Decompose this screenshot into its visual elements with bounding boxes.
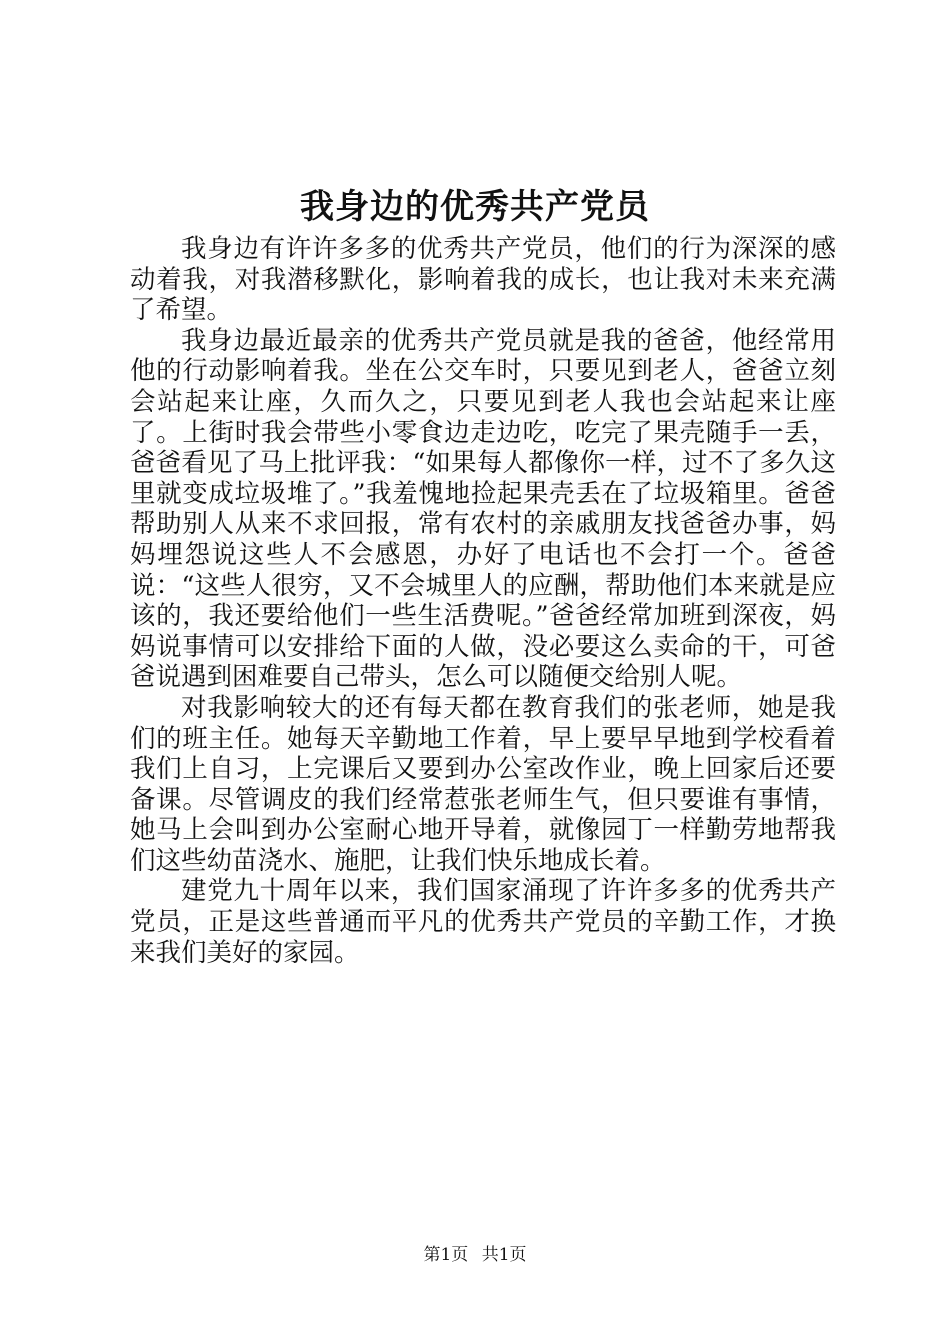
paragraph-intro: 我身边有许许多多的优秀共产党员，他们的行为深深的感动着我，对我潜移默化，影响着我的成长，也让我对未来充满了希望。 [130, 234, 836, 326]
document-body [130, 234, 836, 968]
page-number: 第1页 [423, 1245, 469, 1265]
page-total: 共1页 [481, 1245, 527, 1265]
page-footer [0, 1244, 950, 1266]
paragraph-father: 我身边最近最亲的优秀共产党员就是我的爸爸，他经常用他的行动影响着我。坐在公交车时，只要见到老人，爸爸立刻会站起来让座，久而久之，只要见到老人我也会站起来让座了。上街时我会带些小零食边走边吃，吃完了果壳随手一丢，爸爸看见了马上批评我：“如果每人都像你一样，过不了多久这里就变成垃圾堆了。”我羞愧地捡起果壳丢在了垃圾箱里。爸爸帮助别人从来不求回报，常有农村的亲戚朋友找爸爸办事，妈妈埋怨说这些人不会感恩，办好了电话也不会打一个。爸爸说：“这些人很穷，又不会城里人的应酬，帮助他们本来就是应该的，我还要给他们一些生活费呢。”爸爸经常加班到深夜，妈妈说事情可以安排给下面的人做，没必要这么卖命的干，可爸爸说遇到困难要自己带头，怎么可以随便交给别人呢。 [130, 325, 836, 693]
page-title: 我身边的优秀共产党员 [300, 187, 650, 227]
paragraph-conclusion: 建党九十周年以来，我们国家涌现了许许多多的优秀共产党员，正是这些普通而平凡的优秀共产党员的辛勤工作，才换来我们美好的家园。 [130, 876, 836, 968]
paragraph-teacher: 对我影响较大的还有每天都在教育我们的张老师，她是我们的班主任。她每天辛勤地工作着，早上要早早地到学校看着我们上自习，上完课后又要到办公室改作业，晚上回家后还要备课。尽管调皮的我们经常惹张老师生气，但只要谁有事情，她马上会叫到办公室耐心地开导着，就像园丁一样勤劳地帮我们这些幼苗浇水、施肥，让我们快乐地成长着。 [130, 692, 836, 876]
